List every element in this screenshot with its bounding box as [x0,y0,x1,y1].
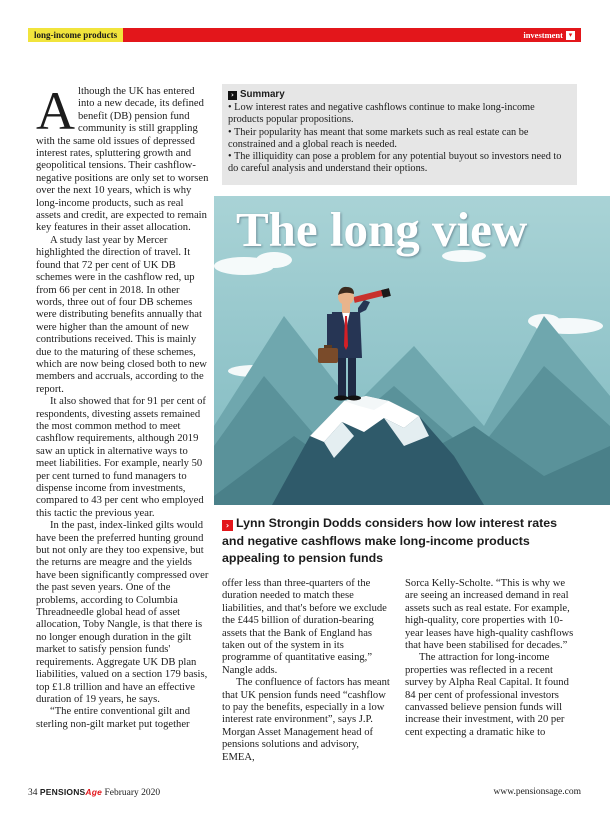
drop-cap: A [36,81,75,141]
page-number: 34 [28,788,38,798]
arrow-right-icon: › [222,520,233,531]
body-paragraph: Sorca Kelly-Scholte. “This is why we are seeing an increased demand in real assets such as real estate. For example, high-quality, core properties with 10-year leases have high-quality cashflows that have been stabilised for decades.” [405,578,574,652]
summary-bullet: • Low interest rates and negative cashflows continue to make long-income products popular propositions. [228,102,535,126]
category-text: investment [523,30,563,40]
summary-bullet: • Their popularity has meant that some markets such as real estate can be constrained and a global reach is needed. [228,126,529,150]
page-title: The long view [236,202,528,257]
summary-heading-text: Summary [240,89,285,100]
intro-paragraph [36,81,210,235]
article-right-column [405,578,575,739]
hero-illustration [214,196,610,505]
article-middle-column [222,578,392,764]
body-paragraph: In the past, index-linked gilts would have been the preferred hunting ground but not only are they too expensive, but the returns are meagre and the yields have been significantly compressed over the past seven years. One of the problems, according to Columbia Threadneedle global head of asset allocation, Toby Nangle, is that there is no longer enough duration in the gilt market to satisfy pension funds' requirements. Aggregate UK DB plan liabilities, valued on a section 179 basis, top £1.8 trillion and have an effective duration of 19 years, he says. [36,520,209,705]
body-paragraph: A study last year by Mercer highlighted the direction of travel. It found that 72 per cent of UK DB schemes were in the cashflow red, up from 66 per cent in 2018. In other words, three out of four DB schemes were distributing benefits annually that were higher than the amount of new contributions received. This is mainly due to the maturing of these schemes, which are now being closed both to new members and accruals, according to the report. [36,234,207,395]
standfirst [222,515,582,568]
summary-bullet: • The illiquidity can pose a problem for any potential buyout so investors need to do careful analysis and understand their options. [228,151,562,175]
body-paragraph: The attraction for long-income properties was reflected in a recent survey by Alpha Real Capital. It found 84 per cent of professional investors canvassed believe pension funds will increase their investment, with 20 per cent expecting a dramatic hike to [405,652,569,738]
body-paragraph: The confluence of factors has meant that UK pension funds need “cashflow to pay the benefits, especially in a low interest rate environment”, says J.P. Morgan Asset Management head of pensions solutions and advisory, EMEA, [222,677,390,763]
brand-suffix: Age [85,787,103,797]
header-bar [28,28,581,42]
publication-logo [40,787,102,797]
page-footer [28,784,581,800]
website-url: www.pensionsage.com [493,787,581,797]
brand-main: PENSIONS [39,787,86,797]
article-left-column [36,81,210,731]
section-label: long-income products [28,28,123,42]
body-paragraph: offer less than three-quarters of the duration needed to match these liabilities, and that's before we exclude the £445 billion of duration-bearing assets that the Bank of England has taken out of the system in its programme of quantitative easing,” Nangle adds. [222,578,387,676]
chevron-down-icon: ▾ [566,31,575,40]
body-paragraph: “The entire conventional gilt and sterling non-gilt market put together [36,706,191,730]
standfirst-text: Lynn Strongin Dodds considers how low interest rates and negative cashflows make long-income products appealing to pension funds [222,516,558,566]
issue-date: February 2020 [104,788,161,798]
category-label [523,28,575,42]
arrow-right-icon: › [228,91,237,100]
intro-paragraph-text: lthough the UK has entered into a new decade, its defined benefit (DB) pension fund community is still grappling with the same old issues of depressed interest rates, spluttering growth and geopolitical tensions. Their cashflow-negative positions are only set to worsen over the next 10 years, which is why long-income products, such as real assets and credit, are expected to remain key features in their asset allocation. [36,86,209,234]
briefcase-icon [318,348,338,363]
body-paragraph: It also showed that for 91 per cent of respondents, divesting assets remained the most common method to meet cashflow requirements, although 2019 saw an uptick in alternative ways to meet liabilities. For example, nearly 50 per cent turned to fund managers to dispense income from investments, compared to 43 per cent who employed this tactic the previous year. [36,396,206,519]
summary-heading [228,89,569,101]
summary-box [222,84,577,185]
